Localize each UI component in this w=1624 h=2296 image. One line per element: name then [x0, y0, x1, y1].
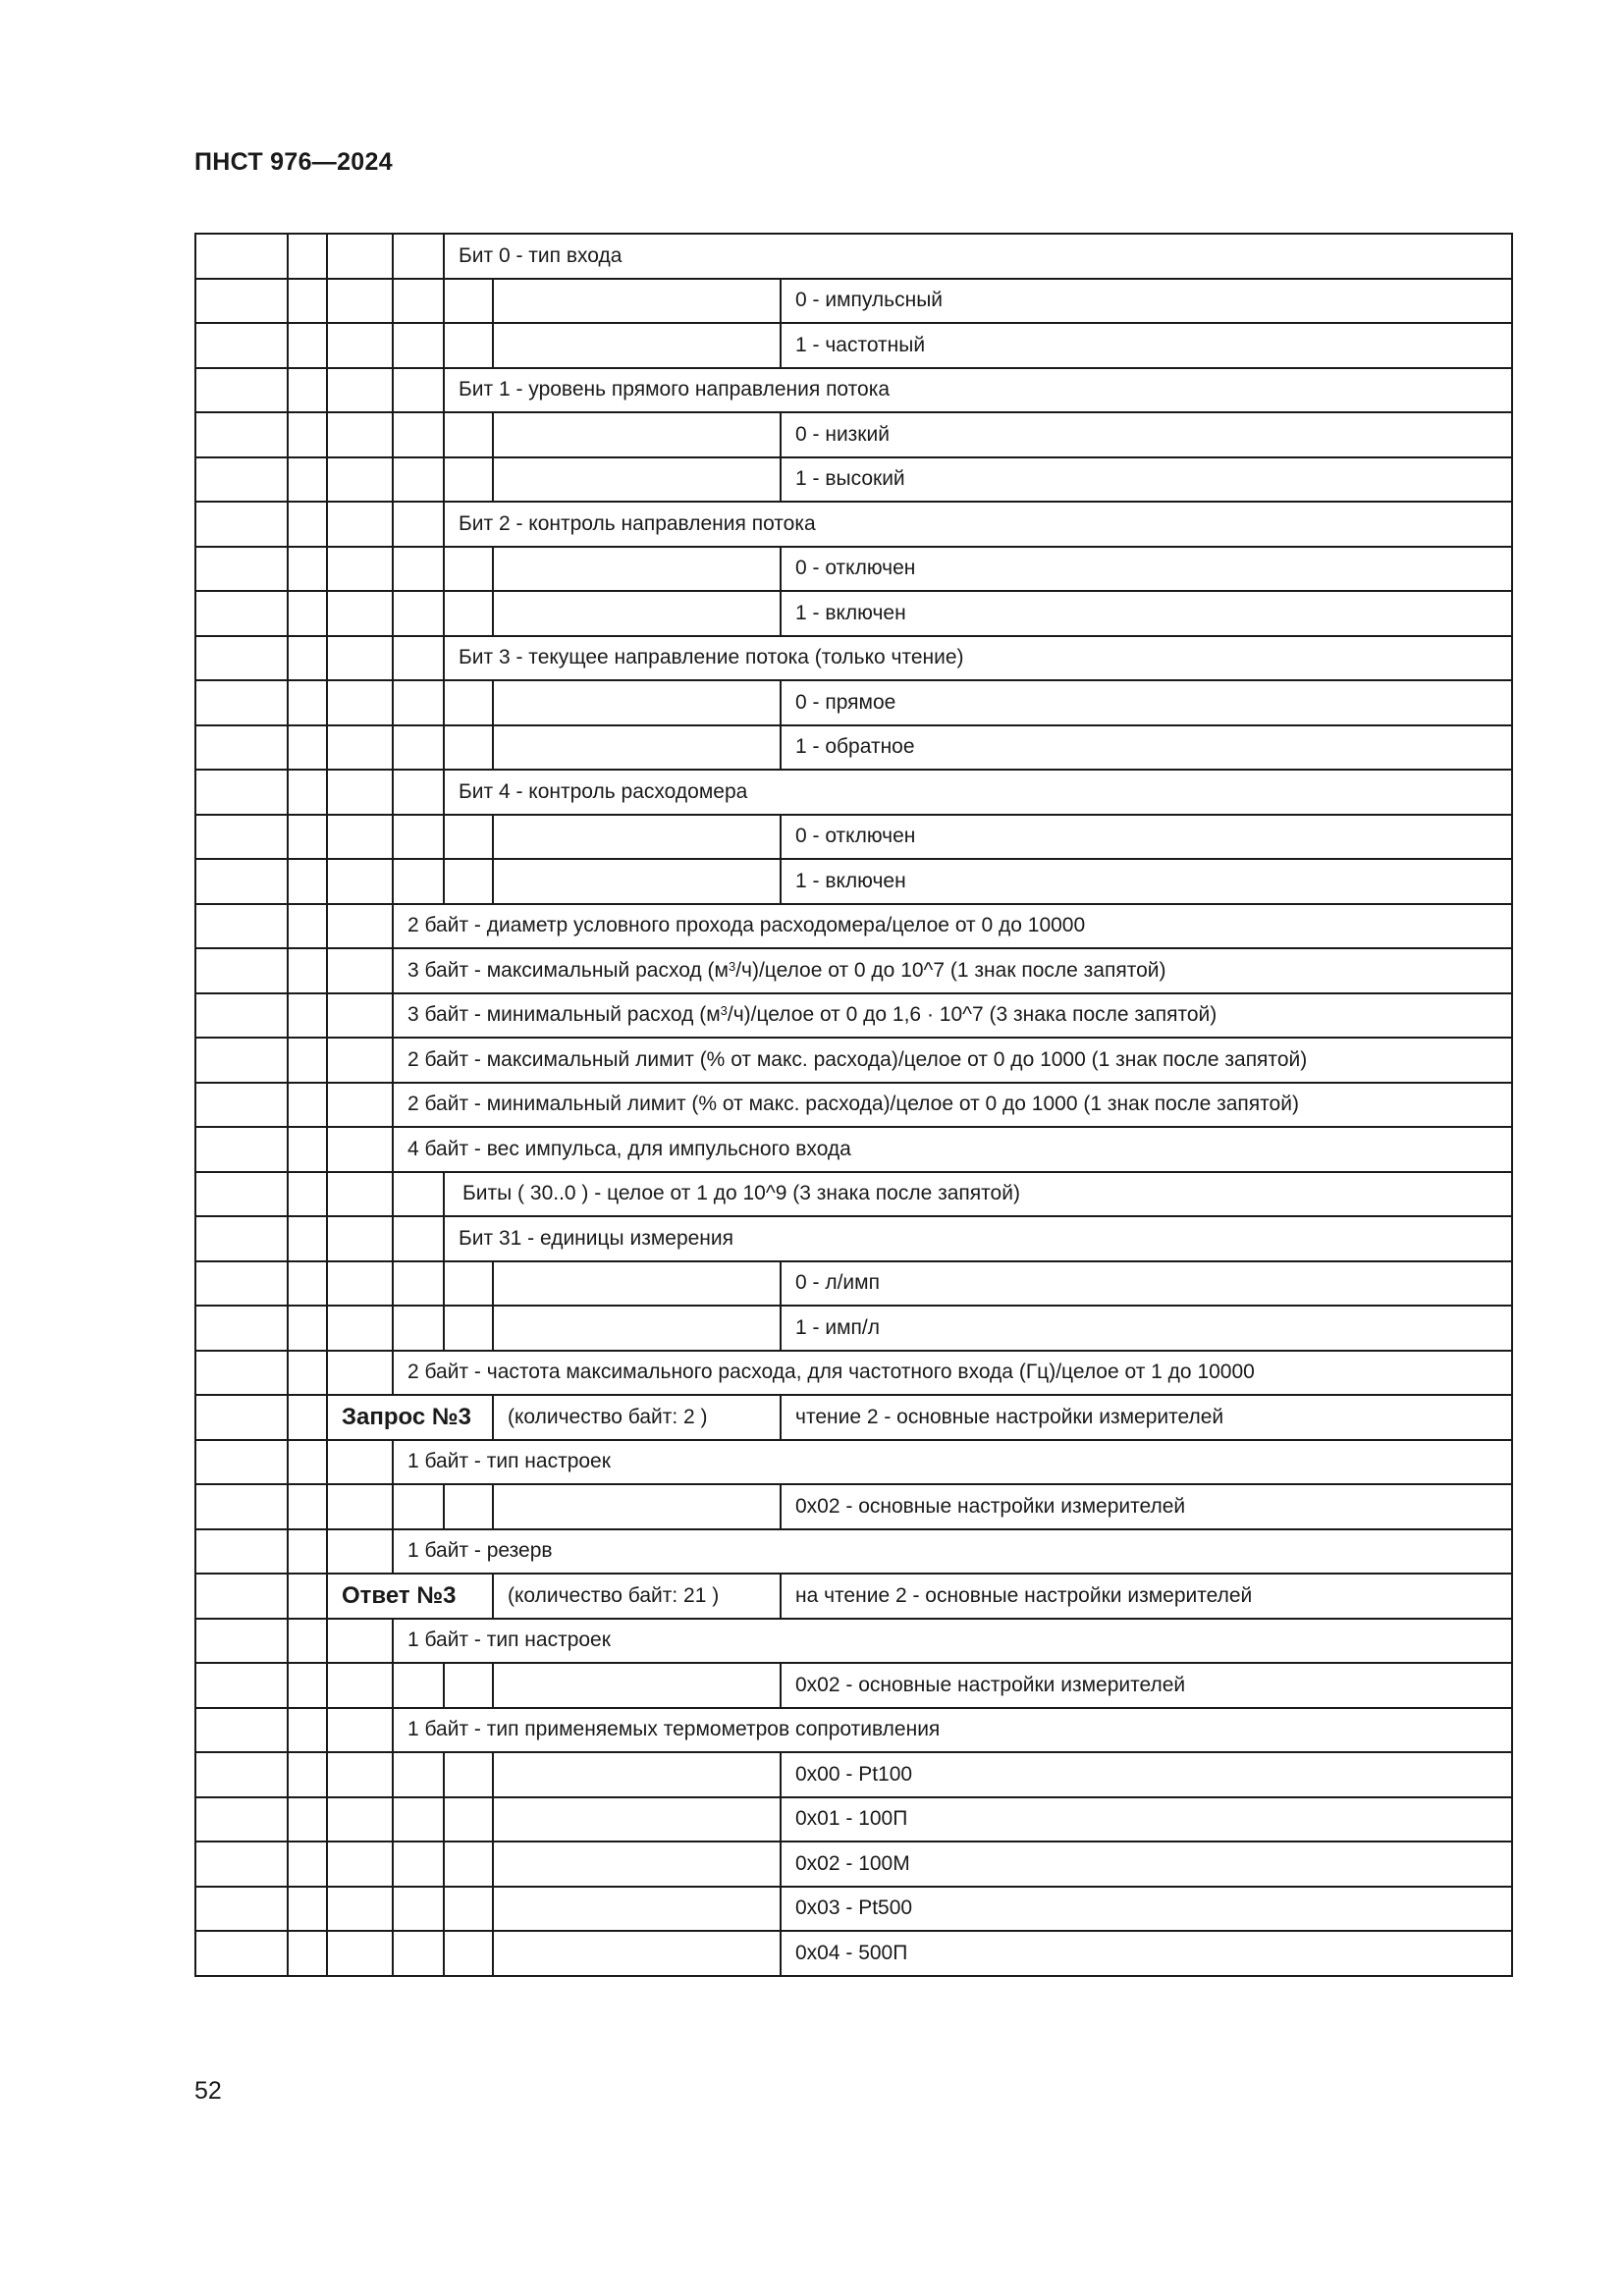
document-header: ПНСТ 976—2024: [194, 148, 393, 176]
table-row: [195, 1529, 1512, 1575]
bit-value: 0x02 - основные настройки измерителей: [781, 1484, 1512, 1529]
byte-field: 2 байт - максимальный лимит (% от макс. расхода)/целое от 0 до 1000 (1 знак после запятой): [393, 1038, 1512, 1083]
table-row: [195, 725, 1512, 771]
table-row: [195, 1395, 1512, 1440]
byte-field: 4 байт - вес импульса, для импульсного входа: [393, 1127, 1512, 1172]
byte-field: 1 байт - резерв: [393, 1529, 1512, 1575]
table-row: [195, 1797, 1512, 1842]
table-row: [195, 279, 1512, 324]
table-row: [195, 770, 1512, 815]
byte-field: 1 байт - тип применяемых термометров сопротивления: [393, 1708, 1512, 1753]
page-number: 52: [194, 2077, 222, 2105]
byte-field: 2 байт - диаметр условного прохода расходомера/целое от 0 до 10000: [393, 904, 1512, 949]
request-description: чтение 2 - основные настройки измерителей: [781, 1395, 1512, 1440]
table-row: [195, 1887, 1512, 1932]
bit-title: Бит 1 - уровень прямого направления потока: [444, 368, 1512, 413]
bit-title: Бит 3 - текущее направление потока (только чтение): [444, 636, 1512, 681]
text-part: 3 байт - минимальный расход (м: [407, 1003, 721, 1027]
response-label: Ответ №3: [327, 1574, 493, 1619]
table-row: [195, 1261, 1512, 1307]
table-row: [195, 993, 1512, 1039]
bit-value: 1 - частотный: [781, 323, 1512, 368]
table-row: [195, 1619, 1512, 1664]
table-row: [195, 502, 1512, 547]
table-row: [195, 1216, 1512, 1261]
table-row: [195, 1127, 1512, 1172]
byte-count: (количество байт: 2 ): [493, 1395, 781, 1440]
bit-value: 1 - обратное: [781, 725, 1512, 771]
bit-title: Бит 4 - контроль расходомера: [444, 770, 1512, 815]
byte-field: [393, 993, 1512, 1039]
bit-value: 0x03 - Pt500: [781, 1887, 1512, 1932]
table-row: [195, 904, 1512, 949]
bit-value: 1 - высокий: [781, 457, 1512, 503]
bit-title: Бит 31 - единицы измерения: [444, 1216, 1512, 1261]
table-row: [195, 323, 1512, 368]
table-row: [195, 680, 1512, 725]
response-description: на чтение 2 - основные настройки измерителей: [781, 1574, 1512, 1619]
table-row: [195, 1931, 1512, 1976]
table-row: [195, 412, 1512, 457]
bit-title: Бит 2 - контроль направления потока: [444, 502, 1512, 547]
table-row: [195, 859, 1512, 904]
bit-value: 0x00 - Pt100: [781, 1752, 1512, 1797]
table-row: [195, 1083, 1512, 1128]
table-row: [195, 1038, 1512, 1083]
text-part: /ч)/целое от 0 до 10^7 (1 знак после запятой): [735, 958, 1166, 982]
text-part: /ч)/целое от 0 до 1,6 · 10^7 (3 знака после запятой): [727, 1003, 1218, 1027]
bit-value: 0 - отключен: [781, 815, 1512, 860]
table-row: [195, 1440, 1512, 1485]
byte-field: 1 байт - тип настроек: [393, 1440, 1512, 1485]
byte-field: [393, 948, 1512, 993]
table-row: [195, 1172, 1512, 1217]
superscript: 3: [720, 1003, 728, 1019]
byte-field: 1 байт - тип настроек: [393, 1619, 1512, 1664]
request-label: Запрос №3: [327, 1395, 493, 1440]
table-row: [195, 815, 1512, 860]
bit-value: 0 - импульсный: [781, 279, 1512, 324]
protocol-table: [194, 233, 1513, 1977]
table-row: [195, 457, 1512, 503]
table-row: [195, 1708, 1512, 1753]
table-row: [195, 547, 1512, 592]
bit-value: 0x04 - 500П: [781, 1931, 1512, 1976]
table-row: [195, 1663, 1512, 1708]
bit-title: Бит 0 - тип входа: [444, 234, 1512, 279]
table-row: [195, 948, 1512, 993]
bit-value: 0 - л/имп: [781, 1261, 1512, 1307]
table-row: [195, 368, 1512, 413]
table-row: [195, 636, 1512, 681]
bit-value: 1 - включен: [781, 591, 1512, 636]
bit-value: 0 - отключен: [781, 547, 1512, 592]
byte-field: 2 байт - частота максимального расхода, для частотного входа (Гц)/целое от 1 до 10000: [393, 1351, 1512, 1396]
table-row: [195, 1484, 1512, 1529]
table-row: [195, 1574, 1512, 1619]
table-row: [195, 1752, 1512, 1797]
table-row: [195, 1842, 1512, 1887]
table-row: [195, 1351, 1512, 1396]
superscript: 3: [728, 958, 736, 974]
text-part: 3 байт - максимальный расход (м: [407, 958, 729, 982]
byte-field: 2 байт - минимальный лимит (% от макс. расхода)/целое от 0 до 1000 (1 знак после запятой): [393, 1083, 1512, 1128]
bit-value: 0x02 - основные настройки измерителей: [781, 1663, 1512, 1708]
bit-value: 0x02 - 100М: [781, 1842, 1512, 1887]
bit-value: 1 - имп/л: [781, 1306, 1512, 1351]
bit-value: 0 - прямое: [781, 680, 1512, 725]
table-row: [195, 1306, 1512, 1351]
bit-value: 0 - низкий: [781, 412, 1512, 457]
byte-count: (количество байт: 21 ): [493, 1574, 781, 1619]
table-row: [195, 591, 1512, 636]
bit-title: Биты ( 30..0 ) - целое от 1 до 10^9 (3 знака после запятой): [444, 1172, 1512, 1217]
bit-value: 1 - включен: [781, 859, 1512, 904]
table-row: [195, 234, 1512, 279]
bit-value: 0x01 - 100П: [781, 1797, 1512, 1842]
